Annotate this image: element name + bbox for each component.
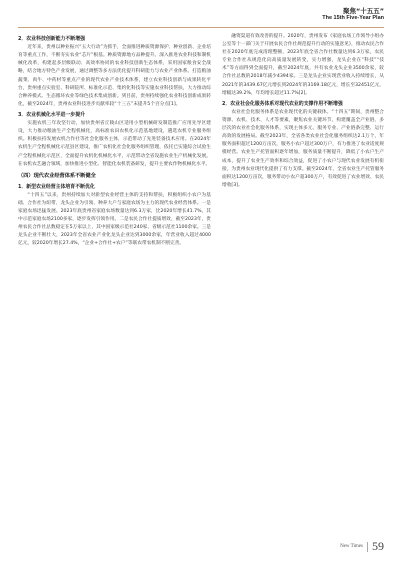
section-heading: （四）现代农业经营体系不断健全 — [18, 172, 96, 179]
section-heading: 2．农业社会化服务体系对现代农业的支撑作用不断增强 — [222, 100, 343, 107]
page-number: 59 — [372, 539, 384, 553]
running-header — [322, 8, 384, 22]
magazine-name: New Times — [340, 544, 363, 549]
page-footer — [340, 539, 384, 554]
body-paragraph: 实施农机三年攻坚行动，加快贵州省丘陵山区适用小型机械研发制造推广应用先导区建设，大力推动粮油生产全程机械化，高标准农田农机化示范基地建设，遴选农机专业服务组织。积极扶持发展农机合作社等社会化服务主体，示范带动了先进装备技术应用。在2024年农机生产全程机械化示范县区建设，推广农机化社会化服务组织管理，依托已实施综合试验生产全程机械化示范区，全面提升农机化机械化水平，示范带动全省设施农业生产机械化发展。在农机农艺融合领域，加快推进小型化、智能化农机装备研发，提升主要农作物机械化水平。 — [18, 121, 211, 167]
right-text-column — [222, 33, 384, 191]
section-heading: 2．农业科技创新能力不断增强 — [18, 36, 85, 42]
section-heading: 3．农业机械化水平进一步提升 — [18, 111, 85, 118]
body-paragraph: “十四五”以来，贵州持续加大对新型农业经营主体的支持和帮扶，积极组织小农户为基础、合作社为纽带、龙头企业为引领、种养大户与家庭农场为主力的现代农业经营体系。一是家庭农场迅猛发展。2023年底贵州省家庭农场数量达到6.3万家，比2020年增长41.7%，其中示范家庭农场2100多家，逐步发挥引领作用。二是农民合作社提质增效，截至2023年，贵州农民合作社总数稳定在5万家以上，其中国家级示范社240家、省级示范社1100余家。三是龙头企业不断壮大，2023年全省农业产业化龙头企业达到3000余家，年营业收入超过4000亿元，较2020年增长27.4%，“企业+合作社+农户”等联农带农机制不断完善。 — [18, 192, 211, 247]
body-paragraph: 融资渠道有效改善的提升。2020年，贵州发布《家庭农场工作领导小组办公室等十一部门关于开展农民合作社规范提升行动的实施意见》，推动农民合作社在2020年底完成清理整顿，2023年底全省合作社数量达到6.3万家，农民专业合作社从规范化向高质量发展转变，实力增强，龙头企业在“科技”“技术”等方面得到全面提升，截至2024年底，共有农业龙头企业3500余家，较合作社总数的2018年减少4394家。三是龙头企业实现营业收入持续增长，从2021年的3439.67亿元增长到2024年的3169.18亿元，增长至32451亿元，增幅达39.2%，年均增长超过11.7%[2]。 — [222, 34, 384, 96]
left-text-column — [18, 33, 211, 250]
header-section-title: 聚焦“十五五” — [342, 7, 384, 15]
body-paragraph: 近年来，贵州以种业振兴“五大行动”为抓手，全面推进种质资源保护、种业创新、企业培育等重点工作，不断夯实农业“芯片”根基。种质资源地方品种提升。深入推进农业科技和制机械化改革，构建起多层级联动、高效率协同的农业科技创新生态体系，采用国家粮食安全战略，结合地方特色产业发展，通过调整等多方法优化提升科研能力与农业产业体系。打造粮油蔬菜、肉牛、中药材等重点产业的现代农业产业技术体系，建立农业科技创新与成果转化平台，贵州重点实验室、科研院所、标准化示范、集约化科技等实施农业科技帮扶，大力推动综合种养模式、生态循环农业等绿色技术集成创新。到目前，贵州持续强化农业科技创新成果转化，截至2024年，贵州农业科技进步贡献率较“十三五”末提升5个百分点[1]。 — [18, 45, 211, 107]
header-section-subtitle: The 15th Five-Year Plan — [322, 15, 384, 22]
footer-divider — [367, 542, 368, 552]
header-divider — [18, 27, 384, 28]
section-heading: 1．新型农业经营主体培育不断优化 — [18, 183, 95, 190]
body-paragraph: 农业社会化服务体系是农业现代化的关键载体。“十四五”期间，贵州整合资源、农机、技术、人才等要素，聚焦农业关键环节，构建覆盖全产业链、多层次的农业社会化服务体系，实现主体多元、服务专业、产业链条完整、运行高效的发展格局。截至2023年，全省各类农业社会化服务组织达2.1万个，年服务面积超过1200万亩次，服务小农户超过300万户，有力推进了农业适度规模经营。农业生产托管面积逐年增加，服务质量不断提升，降低了小农户生产成本，提升了农业生产效率和综合效益，促进了小农户与现代农业发展有机衔接，为贵州农业现代化提供了有力支撑。截至2024年，全省农业生产托管服务面积达1200万亩次，服务带动小农户超300万户，有效促进了农业增效、农民增收[3]。 — [222, 109, 384, 188]
